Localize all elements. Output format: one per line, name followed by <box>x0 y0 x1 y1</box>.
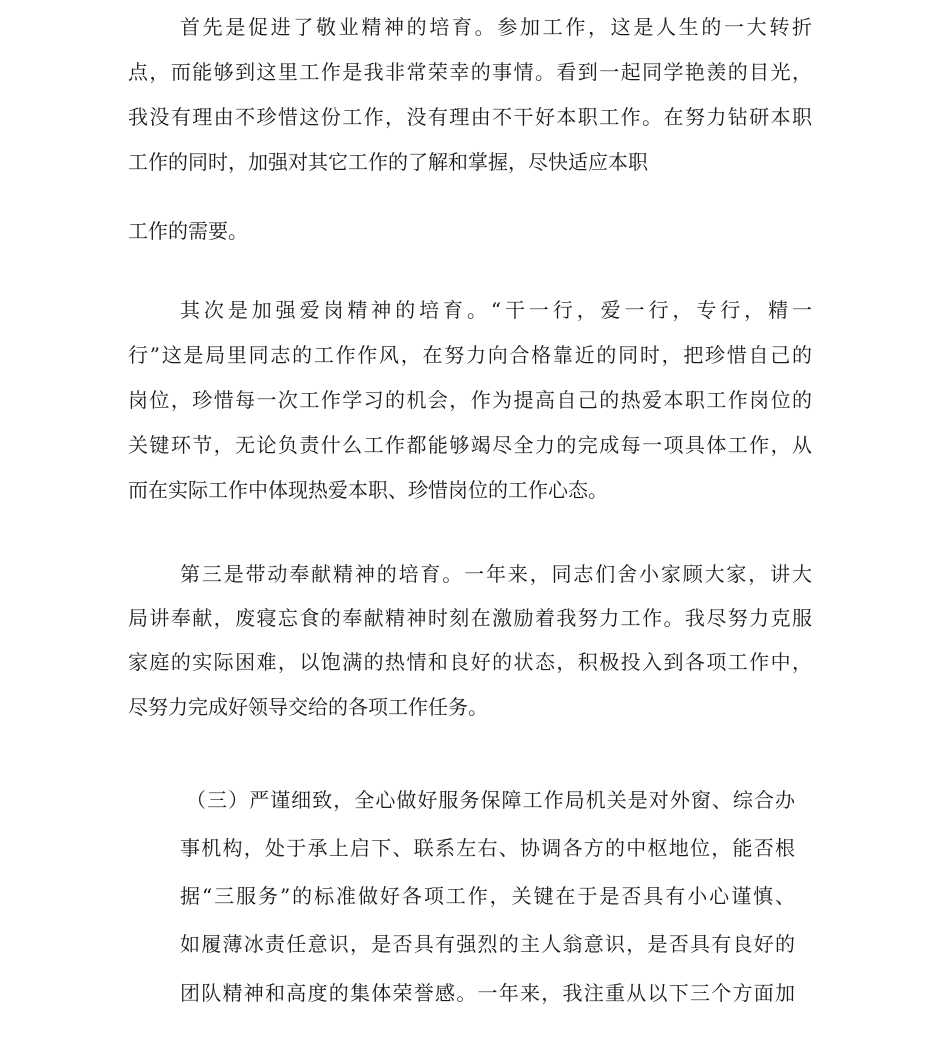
paragraph-2-line-3: 岗位，珍惜每一次工作学习的机会，作为提高自己的热爱本职工作岗位的 <box>128 388 812 412</box>
paragraph-1-line-1: 首先是促进了敬业精神的培育。参加工作，这是人生的一大转折 <box>180 15 812 39</box>
paragraph-3-line-2: 局讲奉献，废寝忘食的奉献精神时刻在激励着我努力工作。我尽努力克服 <box>128 606 812 630</box>
paragraph-4-line-3: 据“三服务”的标准做好各项工作，关键在于是否具有小心谨慎、 <box>180 884 795 908</box>
paragraph-3-line-4: 尽努力完成好领导交给的各项工作任务。 <box>128 695 488 719</box>
paragraph-2-line-5: 而在实际工作中体现热爱本职、珍惜岗位的工作心态。 <box>128 478 608 502</box>
paragraph-2-line-4: 关键环节，无论负责什么工作都能够竭尽全力的完成每一项具体工作，从 <box>128 433 812 457</box>
paragraph-1-tail: 工作的需要。 <box>128 219 248 243</box>
paragraph-1-line-4: 工作的同时，加强对其它工作的了解和掌握，尽快适应本职 <box>128 150 648 174</box>
paragraph-4-line-4: 如履薄冰责任意识，是否具有强烈的主人翁意识，是否具有良好的 <box>180 932 795 956</box>
paragraph-4-line-1: （三）严谨细致，全心做好服务保障工作局机关是对外窗、综合办 <box>186 788 795 812</box>
paragraph-1-line-3: 我没有理由不珍惜这份工作，没有理由不干好本职工作。在努力钻研本职 <box>128 105 812 129</box>
paragraph-4-line-5: 团队精神和高度的集体荣誉感。一年来，我注重从以下三个方面加 <box>180 981 795 1005</box>
paragraph-3-line-1: 第三是带动奉献精神的培育。一年来，同志们舍小家顾大家，讲大 <box>180 562 812 586</box>
paragraph-4-line-2: 事机构，处于承上启下、联系左右、协调各方的中枢地位，能否根 <box>180 836 795 860</box>
paragraph-2-line-1: 其次是加强爱岗精神的培育。“干一行，爱一行，专行，精一 <box>180 298 812 322</box>
paragraph-2-line-2: 行”这是局里同志的工作作风，在努力向合格靠近的同时，把珍惜自己的 <box>128 343 812 367</box>
paragraph-3-line-3: 家庭的实际困难，以饱满的热情和良好的状态，积极投入到各项工作中， <box>128 650 812 674</box>
paragraph-1-line-2: 点，而能够到这里工作是我非常荣幸的事情。看到一起同学艳羡的目光， <box>128 60 812 84</box>
